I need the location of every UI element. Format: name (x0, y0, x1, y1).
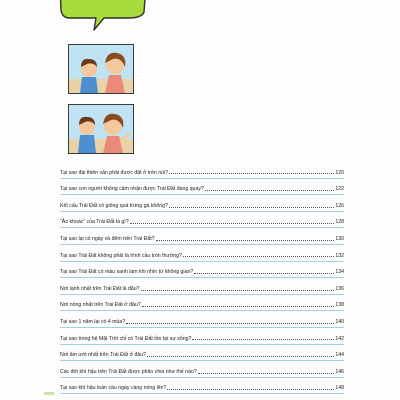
toc-leader-dots (198, 373, 335, 374)
page-marker (44, 392, 54, 395)
toc-entry (60, 195, 344, 212)
toc-entry-page: 138 (335, 302, 344, 309)
toc-entry-title: Kết cấu Trái Đất có giống quả trứng gà không? (60, 202, 168, 209)
speech-bubble-icon (58, 0, 148, 32)
toc-entry-page: 120 (335, 169, 344, 176)
toc-entry-page: 142 (335, 335, 344, 342)
toc-entry-page: 148 (335, 385, 344, 392)
toc-leader-dots (169, 173, 334, 174)
toc-entry (60, 311, 344, 328)
toc-entry-title: Tại sao con người không cảm nhận được Trái Đất đang quay? (60, 186, 204, 193)
toc-entry-page: 128 (335, 219, 344, 226)
comic-scene-icon (69, 45, 133, 93)
toc-entry-page: 140 (335, 318, 344, 325)
toc-entry (60, 228, 344, 245)
toc-entry-page: 126 (335, 202, 344, 209)
toc-leader-dots (130, 223, 335, 224)
toc-entry-title: “Áo khoác” của Trái Đất là gì? (60, 219, 129, 226)
toc-entry-page: 130 (335, 235, 344, 242)
toc-leader-dots (142, 306, 335, 307)
toc-entry-title: Nơi nóng nhất trên Trái Đất ở đâu? (60, 302, 141, 309)
toc-entry-title: Tại sao đài thiên văn phải được đặt ở trên núi? (60, 169, 169, 176)
comic-panel-1 (68, 44, 134, 94)
toc-entry (60, 278, 344, 295)
toc-entry (60, 262, 344, 279)
toc-entry (60, 361, 344, 378)
comic-scene-icon (69, 105, 133, 153)
toc-leader-dots (167, 389, 334, 390)
toc-entry-page: 144 (335, 352, 344, 359)
toc-entry-title: Nơi ẩm ướt nhất trên Trái Đất ở đâu? (60, 352, 147, 359)
toc-entry-page: 136 (335, 285, 344, 292)
toc-entry (60, 212, 344, 229)
toc-entry (60, 378, 344, 395)
toc-entry-title: Tại sao Trái Đất có màu xanh lam khi nhìn từ không gian? (60, 269, 194, 276)
toc-leader-dots (194, 273, 334, 274)
table-of-contents (60, 162, 344, 394)
toc-entry-title: Nơi lạnh nhất trên Trái Đất là đâu? (60, 285, 140, 292)
toc-entry-title: Tại sao Trái Đất không phải là hình cầu tròn thường? (60, 252, 182, 259)
toc-leader-dots (192, 339, 334, 340)
toc-leader-dots (141, 290, 335, 291)
toc-entry (60, 245, 344, 262)
comic-panel-2 (68, 104, 134, 154)
toc-entry (60, 295, 344, 312)
toc-leader-dots (205, 190, 335, 191)
toc-entry-page: 134 (335, 269, 344, 276)
toc-entry (60, 345, 344, 362)
toc-leader-dots (169, 207, 334, 208)
toc-entry (60, 328, 344, 345)
toc-entry-page: 132 (335, 252, 344, 259)
toc-leader-dots (183, 256, 334, 257)
toc-entry-title: Tại sao 1 năm lại có 4 mùa? (60, 318, 126, 325)
toc-entry-page: 146 (335, 368, 344, 375)
toc-entry-title: Tại sao trong hệ Mặt Trời chỉ có Trái Đất tồn tại sự sống? (60, 335, 192, 342)
toc-leader-dots (126, 323, 334, 324)
toc-leader-dots (147, 356, 334, 357)
toc-entry-title: Tại sao khí hậu toàn cầu ngày càng nóng lên? (60, 385, 167, 392)
toc-leader-dots (156, 240, 335, 241)
toc-entry (60, 179, 344, 196)
toc-entry (60, 162, 344, 179)
toc-entry-page: 122 (335, 186, 344, 193)
toc-entry-title: Tại sao lại có ngày và đêm trên Trái Đất? (60, 235, 155, 242)
toc-entry-title: Các đới khí hậu trên Trái Đất được phân chia như thế nào? (60, 368, 197, 375)
